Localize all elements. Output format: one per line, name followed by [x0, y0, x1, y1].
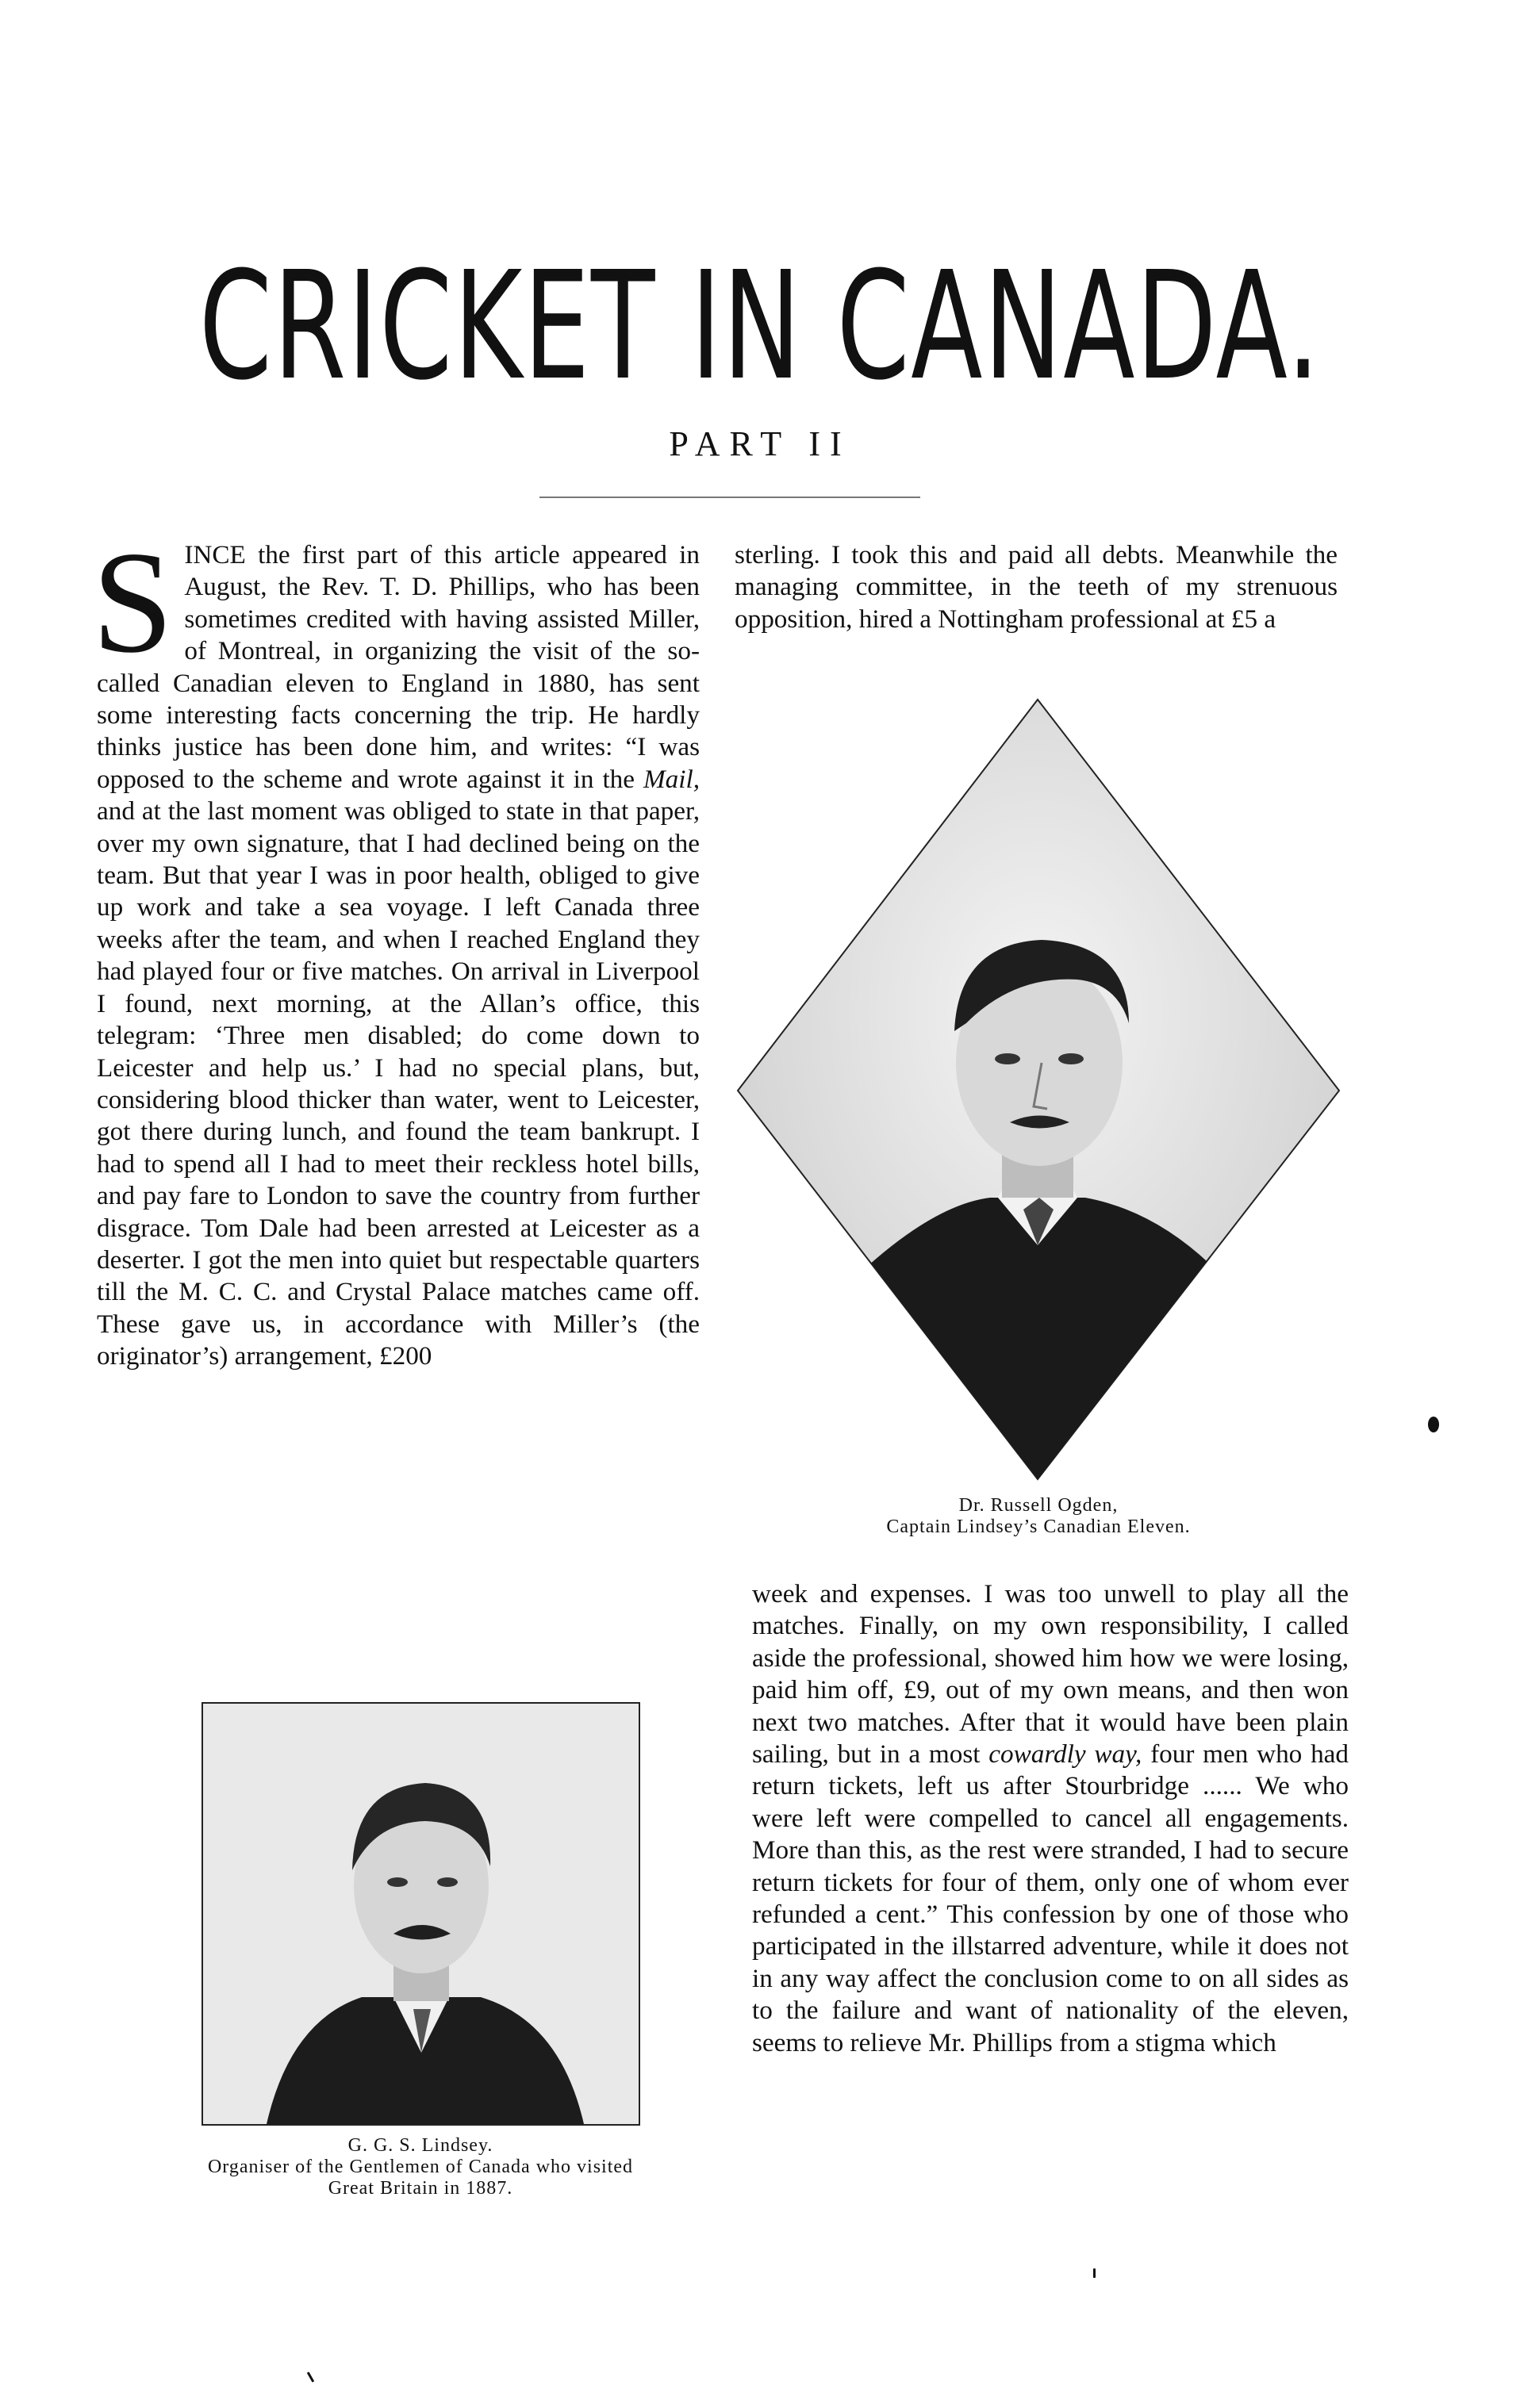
article-title: CRICKET IN CANADA.	[198, 240, 1322, 413]
lindsey-caption-name: G. G. S. Lindsey.	[347, 2135, 493, 2156]
lindsey-eye-right	[437, 1877, 458, 1887]
lindsey-portrait	[202, 1702, 640, 2126]
lindsey-portrait-image	[203, 1704, 639, 2124]
right-bottom-paragraph	[752, 1578, 1349, 2059]
ogden-caption	[728, 1495, 1349, 1538]
drop-cap: S	[92, 521, 174, 683]
ink-speck	[1093, 2268, 1096, 2278]
article-subtitle: PART II	[669, 424, 851, 463]
right-column-bottom	[752, 1578, 1349, 2229]
left-text-rest: and at the last moment was obliged to state in that paper, over my own signature, that I had declined being on the team. But that year I was in poor health, obliged to give up work and take a sea voyage. I left Canada three weeks after the team, and when I reached England they had played four or five matches. On arrival in Liverpool I found, next morning, at the Allan’s office, this telegram: ‘Three men disabled; do come down to Leicester and help us.’ I had no special plans, but, considering blood thicker than water, went to Leicester, got there during lunch, and found the team bankrupt. I had to spend all I had to meet their reckless hotel bills, and pay fare to London to save the country from further disgrace. Tom Dale had been arrested at Leicester as a deserter. I got the men into quiet but respectable quarters till the M. C. C. and Crystal Palace matches came off. These gave us, in accordance with Miller’s (the originator’s) arrangement, £200	[97, 796, 700, 1371]
lindsey-caption-role: Organiser of the Gentlemen of Canada who visited	[207, 2157, 634, 2177]
mail-italic: Mail,	[643, 764, 700, 794]
right-top-paragraph: sterling. I took this and paid all debts. Meanwhile the managing committee, in the teeth of my strenuous opposition, hired a Nottingham professional at £5 a	[735, 540, 1338, 634]
cowardly-italic: cowardly way,	[988, 1739, 1142, 1770]
ink-speck	[307, 2372, 315, 2383]
ogden-eye-left	[995, 1053, 1020, 1064]
lindsey-caption	[119, 2135, 722, 2199]
ogden-portrait	[728, 690, 1349, 1483]
ink-speck	[1428, 1417, 1439, 1432]
right-text-b: four men who had return tickets, left us after Stourbridge ...... We who were left were compelled to cancel all engagements. More than this, as the rest were stranded, I had to secure return tickets for four of them, only one of whom ever refunded a cent.” This confession by one of those who participated in the illstarred adventure, while it does not in any way affect the conclusion come to on all sides as to the failure and want of nationality of the eleven, seems to relieve Mr. Phillips from a stigma which	[752, 1739, 1349, 2057]
left-column-paragraph	[92, 521, 700, 1373]
lindsey-eye-left	[387, 1877, 408, 1887]
ogden-caption-name: Dr. Russell Ogden,	[958, 1495, 1119, 1516]
ogden-caption-role: Captain Lindsey’s Canadian Eleven.	[886, 1517, 1191, 1537]
right-text-a: week and expenses. I was too unwell to play all the matches. Finally, on my own responsibility, I called aside the professional, showed him how we were losing, paid him off, £9, out of my own means, and then won next two matches. After that it would have been plain sailing, but in a most	[752, 1579, 1349, 1770]
left-column	[92, 521, 700, 1650]
ogden-eye-right	[1058, 1053, 1084, 1064]
left-text-intro: INCE the first part of this article appeared in August, the Rev. T. D. Phillips, who has been sometimes credited with having assisted Miller, of Montreal, in organizing the visit of the so-called Canadian eleven to England in 1880, has sent some interesting facts concerning the trip. He hardly thinks justice has been done him, and writes: “I was opposed to the scheme and wrote against it in the	[97, 540, 700, 794]
title-divider	[539, 497, 920, 498]
lindsey-caption-year: Great Britain in 1887.	[328, 2178, 513, 2199]
right-column-top	[735, 539, 1338, 674]
